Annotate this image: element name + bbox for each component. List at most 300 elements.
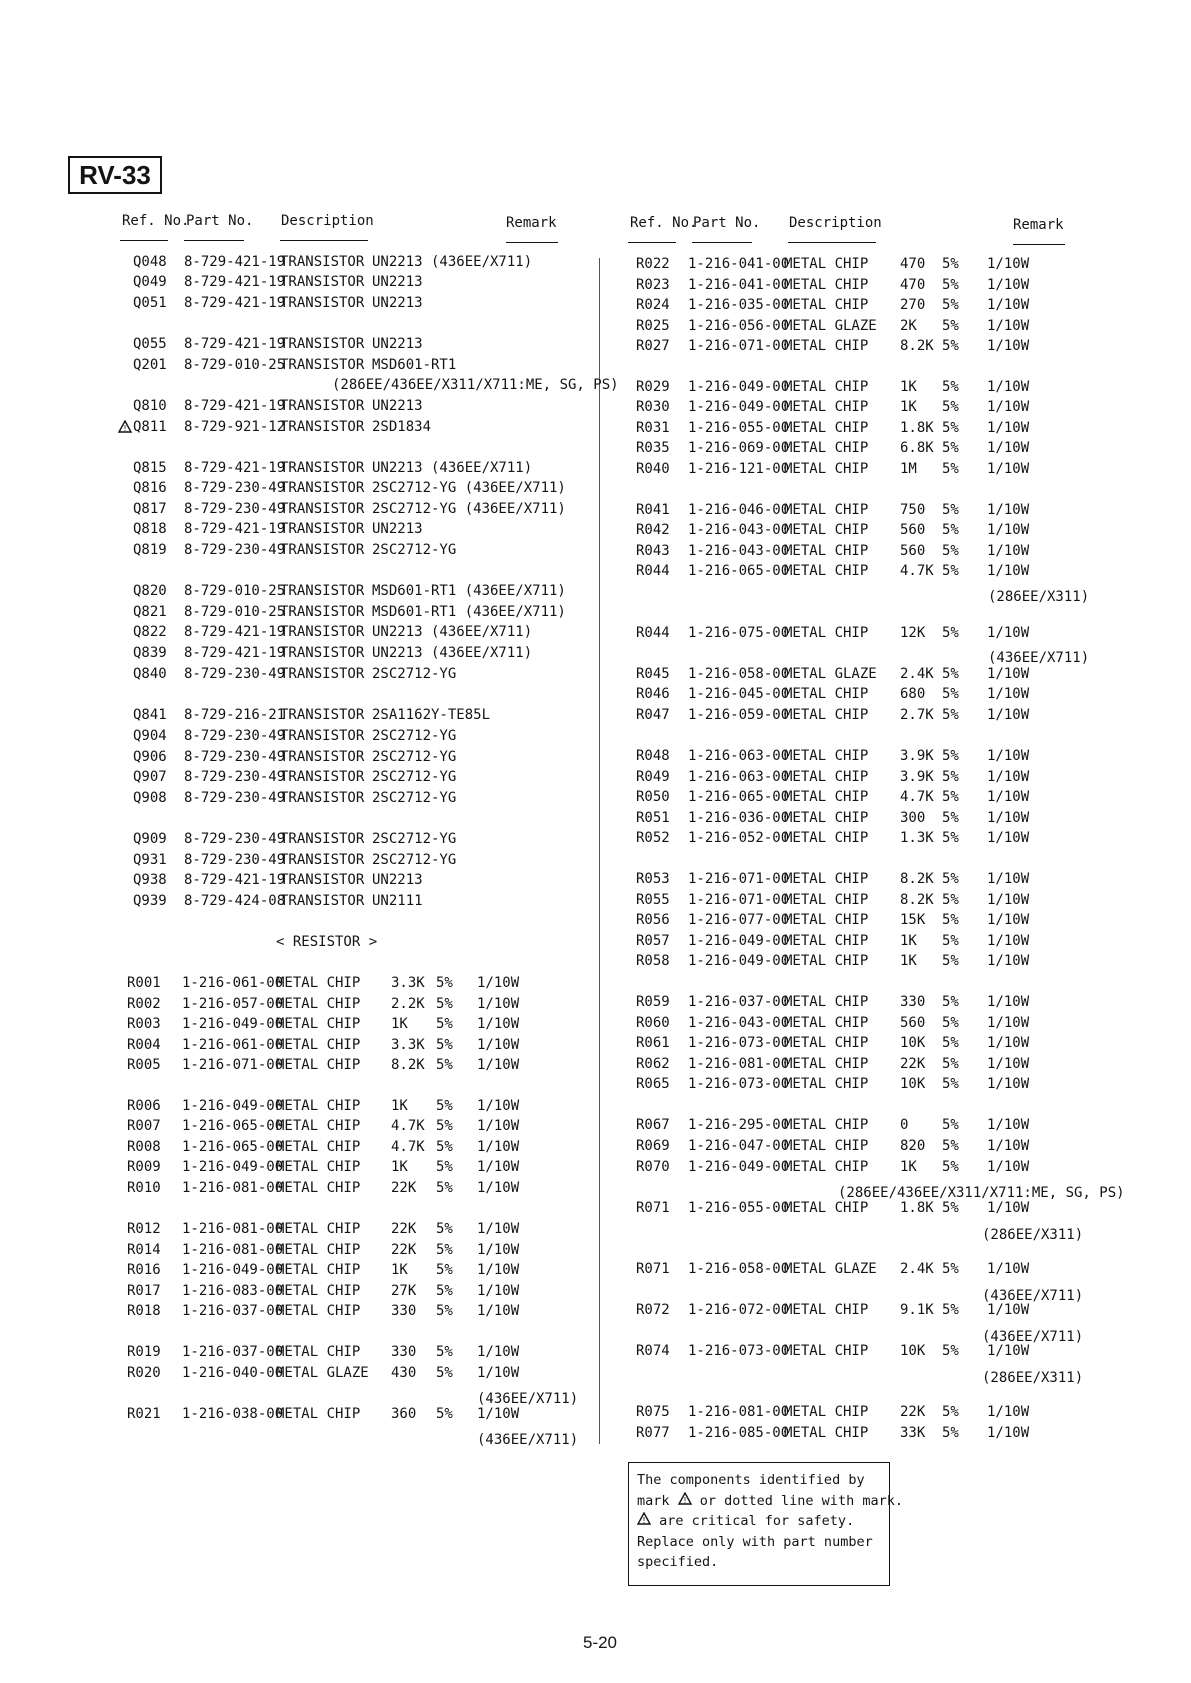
ref-no-cell: R060 bbox=[636, 1015, 670, 1031]
header-underline bbox=[628, 242, 676, 243]
tolerance-cell: 5% bbox=[942, 933, 959, 949]
description-cell: METAL CHIP bbox=[784, 625, 869, 641]
description-cell: METAL CHIP bbox=[276, 1139, 361, 1155]
table-row bbox=[0, 541, 1191, 561]
ref-no-cell: R071 bbox=[636, 1200, 670, 1216]
row-remark-note: (436EE/X711) bbox=[982, 1288, 1084, 1304]
tolerance-cell: 5% bbox=[942, 543, 959, 559]
part-no-cell: 1-216-295-00 bbox=[688, 1117, 790, 1133]
wattage-cell: 1/10W bbox=[477, 1057, 520, 1073]
part-no-cell: 8-729-421-19 bbox=[184, 624, 286, 640]
ref-no-cell: R072 bbox=[636, 1302, 670, 1318]
value-cell: 2K bbox=[900, 318, 917, 334]
tolerance-cell: 5% bbox=[942, 1076, 959, 1092]
svg-text:!: ! bbox=[642, 1516, 646, 1525]
table-row bbox=[0, 726, 1191, 746]
value-cell: 560 bbox=[900, 543, 926, 559]
ref-no-cell: R059 bbox=[636, 994, 670, 1010]
tolerance-cell: 5% bbox=[942, 1138, 959, 1154]
ref-no-cell: Q839 bbox=[133, 645, 167, 661]
table-row bbox=[0, 808, 1191, 828]
table-row bbox=[0, 1423, 1191, 1443]
row-remark-note: (286EE/X311) bbox=[988, 589, 1090, 605]
ref-no-cell: Q938 bbox=[133, 872, 167, 888]
value-cell: 300 bbox=[900, 810, 926, 826]
ref-no-cell: R014 bbox=[127, 1242, 161, 1258]
ref-no-cell: Q811 bbox=[133, 419, 167, 435]
ref-no-cell: R021 bbox=[127, 1406, 161, 1422]
part-no-cell: 1-216-075-00 bbox=[688, 625, 790, 641]
wattage-cell: 1/10W bbox=[987, 256, 1030, 272]
part-no-cell: 8-729-230-49 bbox=[184, 666, 286, 682]
description-cell: METAL CHIP bbox=[784, 563, 869, 579]
table-row bbox=[0, 684, 1191, 704]
ref-no-cell: R058 bbox=[636, 953, 670, 969]
ref-no-cell: R065 bbox=[636, 1076, 670, 1092]
part-no-cell: 1-216-058-00 bbox=[688, 1261, 790, 1277]
ref-no-cell: R003 bbox=[127, 1016, 161, 1032]
part-no-cell: 1-216-040-00 bbox=[182, 1365, 284, 1381]
table-row bbox=[0, 623, 1191, 643]
warning-triangle-icon bbox=[637, 1512, 651, 1525]
description-cell: METAL CHIP bbox=[784, 1159, 869, 1175]
description-cell: METAL GLAZE bbox=[784, 666, 877, 682]
tolerance-cell: 5% bbox=[436, 1037, 453, 1053]
safety-note-line: Replace only with part number bbox=[637, 1533, 873, 1550]
ref-no-cell: Q816 bbox=[133, 480, 167, 496]
tolerance-cell: 5% bbox=[942, 1035, 959, 1051]
description-cell: METAL CHIP bbox=[784, 522, 869, 538]
tolerance-cell: 5% bbox=[942, 912, 959, 928]
part-no-cell: 1-216-055-00 bbox=[688, 1200, 790, 1216]
part-no-cell: 1-216-073-00 bbox=[688, 1035, 790, 1051]
description-cell: METAL CHIP bbox=[784, 1404, 869, 1420]
value-cell: 2.2K bbox=[391, 996, 425, 1012]
ref-no-cell: R075 bbox=[636, 1404, 670, 1420]
remark-cell: UN2213 bbox=[372, 336, 423, 352]
safety-note-line bbox=[637, 1511, 881, 1532]
tolerance-cell: 5% bbox=[436, 1098, 453, 1114]
tolerance-cell: 5% bbox=[942, 461, 959, 477]
part-no-cell: 8-729-421-19 bbox=[184, 398, 286, 414]
part-no-cell: 1-216-081-00 bbox=[182, 1221, 284, 1237]
wattage-cell: 1/10W bbox=[987, 277, 1030, 293]
ref-no-cell: R022 bbox=[636, 256, 670, 272]
ref-no-cell: R044 bbox=[636, 625, 670, 641]
remark-cell: 2SC2712-YG (436EE/X711) bbox=[372, 501, 566, 517]
tolerance-cell: 5% bbox=[942, 625, 959, 641]
description-cell: METAL CHIP bbox=[276, 1221, 361, 1237]
description-cell: TRANSISTOR bbox=[280, 749, 365, 765]
header-underline bbox=[692, 242, 752, 243]
table-row bbox=[0, 1259, 1191, 1279]
wattage-cell: 1/10W bbox=[987, 625, 1030, 641]
part-no-cell: 1-216-063-00 bbox=[688, 769, 790, 785]
description-cell: METAL CHIP bbox=[784, 297, 869, 313]
remark-cell: UN2213 (436EE/X711) bbox=[372, 645, 533, 661]
part-no-cell: 1-216-083-00 bbox=[182, 1283, 284, 1299]
wattage-cell: 1/10W bbox=[987, 420, 1030, 436]
description-cell: METAL CHIP bbox=[784, 543, 869, 559]
description-cell: METAL CHIP bbox=[784, 1425, 869, 1441]
tolerance-cell: 5% bbox=[436, 1139, 453, 1155]
table-row bbox=[0, 1054, 1191, 1074]
part-no-cell: 1-216-043-00 bbox=[688, 522, 790, 538]
wattage-cell: 1/10W bbox=[477, 1037, 520, 1053]
table-row bbox=[0, 438, 1191, 458]
wattage-cell: 1/10W bbox=[987, 994, 1030, 1010]
description-cell: TRANSISTOR bbox=[280, 666, 365, 682]
ref-no-cell: R017 bbox=[127, 1283, 161, 1299]
table-row bbox=[0, 787, 1191, 807]
description-cell: METAL CHIP bbox=[276, 975, 361, 991]
ref-no-cell: R062 bbox=[636, 1056, 670, 1072]
wattage-cell: 1/10W bbox=[987, 1200, 1030, 1216]
description-cell: METAL CHIP bbox=[784, 399, 869, 415]
description-cell: TRANSISTOR bbox=[280, 707, 365, 723]
remark-cell: 2SC2712-YG bbox=[372, 790, 457, 806]
safety-note-text: are critical for safety. bbox=[651, 1513, 855, 1529]
ref-no-cell: R044 bbox=[636, 563, 670, 579]
ref-no-cell: Q820 bbox=[133, 583, 167, 599]
description-cell: TRANSISTOR bbox=[280, 254, 365, 270]
ref-no-cell: R030 bbox=[636, 399, 670, 415]
table-row bbox=[0, 1136, 1191, 1156]
tolerance-cell: 5% bbox=[942, 297, 959, 313]
header-remark-left: Remark bbox=[506, 215, 557, 231]
safety-note-line: specified. bbox=[637, 1554, 719, 1570]
description-cell: TRANSISTOR bbox=[280, 480, 365, 496]
remark-cell: UN2213 (436EE/X711) bbox=[372, 624, 533, 640]
ref-no-cell: Q904 bbox=[133, 728, 167, 744]
part-no-cell: 1-216-065-00 bbox=[688, 563, 790, 579]
header-ref-no-right: Ref. No. bbox=[630, 215, 698, 231]
ref-no-cell: R012 bbox=[127, 1221, 161, 1237]
ref-no-cell: R007 bbox=[127, 1118, 161, 1134]
tolerance-cell: 5% bbox=[942, 420, 959, 436]
wattage-cell: 1/10W bbox=[477, 1406, 520, 1422]
part-no-cell: 8-729-421-19 bbox=[184, 274, 286, 290]
wattage-cell: 1/10W bbox=[477, 1159, 520, 1175]
part-no-cell: 1-216-049-00 bbox=[688, 1159, 790, 1175]
value-cell: 8.2K bbox=[900, 871, 934, 887]
part-no-cell: 1-216-069-00 bbox=[688, 440, 790, 456]
value-cell: 22K bbox=[391, 1221, 417, 1237]
resistor-section-title: < RESISTOR > bbox=[276, 934, 378, 950]
part-no-cell: 1-216-073-00 bbox=[688, 1343, 790, 1359]
header-underline bbox=[184, 240, 244, 241]
part-no-cell: 1-216-037-00 bbox=[688, 994, 790, 1010]
ref-no-cell: Q939 bbox=[133, 893, 167, 909]
tolerance-cell: 5% bbox=[942, 666, 959, 682]
description-cell: METAL CHIP bbox=[784, 912, 869, 928]
part-no-cell: 8-729-230-49 bbox=[184, 749, 286, 765]
value-cell: 22K bbox=[391, 1242, 417, 1258]
tolerance-cell: 5% bbox=[942, 1261, 959, 1277]
ref-no-cell: Q906 bbox=[133, 749, 167, 765]
table-row bbox=[0, 951, 1191, 971]
remark-cell: UN2213 (436EE/X711) bbox=[372, 254, 533, 270]
value-cell: 270 bbox=[900, 297, 926, 313]
value-cell: 1.8K bbox=[900, 420, 934, 436]
wattage-cell: 1/10W bbox=[987, 1425, 1030, 1441]
table-row bbox=[0, 1402, 1191, 1422]
ref-no-cell: R027 bbox=[636, 338, 670, 354]
tolerance-cell: 5% bbox=[942, 1302, 959, 1318]
description-cell: METAL CHIP bbox=[784, 748, 869, 764]
description-cell: METAL CHIP bbox=[276, 1098, 361, 1114]
tolerance-cell: 5% bbox=[942, 686, 959, 702]
wattage-cell: 1/10W bbox=[477, 1118, 520, 1134]
ref-no-cell: R010 bbox=[127, 1180, 161, 1196]
wattage-cell: 1/10W bbox=[987, 399, 1030, 415]
part-no-cell: 8-729-230-49 bbox=[184, 790, 286, 806]
part-no-cell: 1-216-049-00 bbox=[688, 399, 790, 415]
description-cell: METAL CHIP bbox=[784, 994, 869, 1010]
value-cell: 1K bbox=[391, 1159, 408, 1175]
wattage-cell: 1/10W bbox=[987, 1035, 1030, 1051]
part-no-cell: 8-729-010-25 bbox=[184, 357, 286, 373]
value-cell: 820 bbox=[900, 1138, 926, 1154]
tolerance-cell: 5% bbox=[942, 748, 959, 764]
part-no-cell: 1-216-035-00 bbox=[688, 297, 790, 313]
description-cell: TRANSISTOR bbox=[280, 852, 365, 868]
ref-no-cell: R050 bbox=[636, 789, 670, 805]
tolerance-cell: 5% bbox=[942, 1425, 959, 1441]
description-cell: METAL CHIP bbox=[276, 996, 361, 1012]
description-cell: METAL CHIP bbox=[784, 256, 869, 272]
value-cell: 560 bbox=[900, 522, 926, 538]
description-cell: TRANSISTOR bbox=[280, 398, 365, 414]
tolerance-cell: 5% bbox=[942, 440, 959, 456]
wattage-cell: 1/10W bbox=[987, 379, 1030, 395]
part-no-cell: 1-216-049-00 bbox=[182, 1262, 284, 1278]
ref-no-cell: R061 bbox=[636, 1035, 670, 1051]
part-no-cell: 8-729-421-19 bbox=[184, 872, 286, 888]
value-cell: 470 bbox=[900, 256, 926, 272]
wattage-cell: 1/10W bbox=[477, 996, 520, 1012]
wattage-cell: 1/10W bbox=[987, 1261, 1030, 1277]
table-row bbox=[0, 1115, 1191, 1135]
wattage-cell: 1/10W bbox=[987, 1056, 1030, 1072]
wattage-cell: 1/10W bbox=[477, 1303, 520, 1319]
wattage-cell: 1/10W bbox=[987, 1159, 1030, 1175]
ref-no-cell: Q810 bbox=[133, 398, 167, 414]
ref-no-cell: R052 bbox=[636, 830, 670, 846]
part-no-cell: 1-216-065-00 bbox=[182, 1139, 284, 1155]
header-part-no-right: Part No. bbox=[693, 215, 761, 231]
description-cell: TRANSISTOR bbox=[280, 645, 365, 661]
part-no-cell: 8-729-230-49 bbox=[184, 831, 286, 847]
part-no-cell: 1-216-049-00 bbox=[688, 379, 790, 395]
description-cell: METAL CHIP bbox=[784, 502, 869, 518]
tolerance-cell: 5% bbox=[942, 338, 959, 354]
tolerance-cell: 5% bbox=[942, 769, 959, 785]
row-remark-note: (286EE/436EE/X311/X711:ME, SG, PS) bbox=[838, 1185, 1125, 1201]
ref-no-cell: Q201 bbox=[133, 357, 167, 373]
table-row bbox=[0, 418, 1191, 438]
part-no-cell: 1-216-057-00 bbox=[182, 996, 284, 1012]
wattage-cell: 1/10W bbox=[987, 338, 1030, 354]
value-cell: 750 bbox=[900, 502, 926, 518]
wattage-cell: 1/10W bbox=[987, 933, 1030, 949]
tolerance-cell: 5% bbox=[942, 318, 959, 334]
table-row bbox=[0, 910, 1191, 930]
tolerance-cell: 5% bbox=[436, 1016, 453, 1032]
tolerance-cell: 5% bbox=[942, 1343, 959, 1359]
tolerance-cell: 5% bbox=[942, 399, 959, 415]
part-no-cell: 1-216-071-00 bbox=[688, 871, 790, 887]
description-cell: METAL CHIP bbox=[784, 892, 869, 908]
tolerance-cell: 5% bbox=[942, 994, 959, 1010]
wattage-cell: 1/10W bbox=[987, 789, 1030, 805]
description-cell: TRANSISTOR bbox=[280, 542, 365, 558]
wattage-cell: 1/10W bbox=[987, 1302, 1030, 1318]
header-part-no-left: Part No. bbox=[186, 213, 254, 229]
ref-no-cell: R041 bbox=[636, 502, 670, 518]
ref-no-cell: Q049 bbox=[133, 274, 167, 290]
part-no-cell: 1-216-081-00 bbox=[182, 1242, 284, 1258]
value-cell: 4.7K bbox=[900, 789, 934, 805]
safety-note-box bbox=[628, 1462, 903, 1586]
wattage-cell: 1/10W bbox=[477, 1180, 520, 1196]
tolerance-cell: 5% bbox=[942, 1200, 959, 1216]
value-cell: 560 bbox=[900, 1015, 926, 1031]
part-no-cell: 1-216-049-00 bbox=[688, 953, 790, 969]
description-cell: METAL CHIP bbox=[276, 1283, 361, 1299]
ref-no-cell: R002 bbox=[127, 996, 161, 1012]
ref-no-cell: R053 bbox=[636, 871, 670, 887]
ref-no-cell: R009 bbox=[127, 1159, 161, 1175]
wattage-cell: 1/10W bbox=[987, 892, 1030, 908]
description-cell: TRANSISTOR bbox=[280, 501, 365, 517]
table-row bbox=[0, 850, 1191, 870]
value-cell: 9.1K bbox=[900, 1302, 934, 1318]
value-cell: 2.4K bbox=[900, 666, 934, 682]
wattage-cell: 1/10W bbox=[987, 748, 1030, 764]
tolerance-cell: 5% bbox=[436, 1283, 453, 1299]
part-no-cell: 8-729-421-19 bbox=[184, 336, 286, 352]
ref-no-cell: R074 bbox=[636, 1343, 670, 1359]
part-no-cell: 1-216-046-00 bbox=[688, 502, 790, 518]
ref-no-cell: Q840 bbox=[133, 666, 167, 682]
description-cell: METAL CHIP bbox=[276, 1057, 361, 1073]
wattage-cell: 1/10W bbox=[477, 1242, 520, 1258]
wattage-cell: 1/10W bbox=[987, 318, 1030, 334]
value-cell: 4.7K bbox=[391, 1139, 425, 1155]
ref-no-cell: Q908 bbox=[133, 790, 167, 806]
part-no-cell: 1-216-061-00 bbox=[182, 975, 284, 991]
part-no-cell: 1-216-071-00 bbox=[688, 338, 790, 354]
value-cell: 1M bbox=[900, 461, 917, 477]
description-cell: TRANSISTOR bbox=[280, 728, 365, 744]
part-no-cell: 1-216-049-00 bbox=[182, 1159, 284, 1175]
part-no-cell: 1-216-049-00 bbox=[182, 1016, 284, 1032]
ref-no-cell: R070 bbox=[636, 1159, 670, 1175]
value-cell: 1K bbox=[900, 399, 917, 415]
value-cell: 1K bbox=[900, 933, 917, 949]
remark-cell: 2SC2712-YG bbox=[372, 831, 457, 847]
description-cell: METAL CHIP bbox=[784, 440, 869, 456]
tolerance-cell: 5% bbox=[942, 1015, 959, 1031]
description-cell: METAL CHIP bbox=[784, 379, 869, 395]
ref-no-cell: R016 bbox=[127, 1262, 161, 1278]
tolerance-cell: 5% bbox=[942, 1056, 959, 1072]
table-row bbox=[0, 478, 1191, 498]
table-row bbox=[0, 336, 1191, 356]
part-no-cell: 8-729-421-19 bbox=[184, 645, 286, 661]
description-cell: METAL CHIP bbox=[276, 1303, 361, 1319]
remark-cell: MSD601-RT1 (436EE/X711) bbox=[372, 604, 566, 620]
value-cell: 3.9K bbox=[900, 769, 934, 785]
description-cell: METAL CHIP bbox=[784, 1015, 869, 1031]
part-no-cell: 1-216-045-00 bbox=[688, 686, 790, 702]
wattage-cell: 1/10W bbox=[987, 810, 1030, 826]
description-cell: METAL CHIP bbox=[276, 1159, 361, 1175]
warning-triangle-icon bbox=[678, 1492, 692, 1505]
ref-no-cell: Q841 bbox=[133, 707, 167, 723]
description-cell: METAL CHIP bbox=[784, 1138, 869, 1154]
table-row bbox=[0, 520, 1191, 540]
tolerance-cell: 5% bbox=[942, 379, 959, 395]
table-row bbox=[0, 1033, 1191, 1053]
ref-no-cell: Q909 bbox=[133, 831, 167, 847]
wattage-cell: 1/10W bbox=[987, 563, 1030, 579]
description-cell: TRANSISTOR bbox=[280, 274, 365, 290]
ref-no-cell: R047 bbox=[636, 707, 670, 723]
tolerance-cell: 5% bbox=[942, 256, 959, 272]
description-cell: METAL CHIP bbox=[276, 1180, 361, 1196]
wattage-cell: 1/10W bbox=[987, 1343, 1030, 1359]
ref-no-cell: R045 bbox=[636, 666, 670, 682]
tolerance-cell: 5% bbox=[942, 563, 959, 579]
value-cell: 10K bbox=[900, 1343, 926, 1359]
wattage-cell: 1/10W bbox=[477, 1262, 520, 1278]
header-underline bbox=[1013, 244, 1065, 245]
row-remark-note: (436EE/X711) bbox=[982, 1329, 1084, 1345]
description-cell: METAL CHIP bbox=[276, 1262, 361, 1278]
tolerance-cell: 5% bbox=[942, 1159, 959, 1175]
description-cell: METAL CHIP bbox=[784, 933, 869, 949]
value-cell: 10K bbox=[900, 1035, 926, 1051]
part-no-cell: 1-216-041-00 bbox=[688, 277, 790, 293]
description-cell: METAL CHIP bbox=[784, 420, 869, 436]
part-no-cell: 1-216-052-00 bbox=[688, 830, 790, 846]
tolerance-cell: 5% bbox=[436, 1262, 453, 1278]
description-cell: TRANSISTOR bbox=[280, 357, 365, 373]
description-cell: TRANSISTOR bbox=[280, 419, 365, 435]
tolerance-cell: 5% bbox=[942, 1404, 959, 1420]
wattage-cell: 1/10W bbox=[987, 912, 1030, 928]
table-row bbox=[0, 254, 1191, 274]
description-cell: TRANSISTOR bbox=[280, 769, 365, 785]
wattage-cell: 1/10W bbox=[987, 686, 1030, 702]
table-row bbox=[0, 1074, 1191, 1094]
table-row bbox=[0, 890, 1191, 910]
description-cell: METAL CHIP bbox=[784, 461, 869, 477]
part-no-cell: 1-216-037-00 bbox=[182, 1344, 284, 1360]
row-remark-note: (286EE/X311) bbox=[982, 1370, 1084, 1386]
wattage-cell: 1/10W bbox=[987, 440, 1030, 456]
part-no-cell: 1-216-058-00 bbox=[688, 666, 790, 682]
row-remark-note: (286EE/436EE/X311/X711:ME, SG, PS) bbox=[332, 377, 619, 393]
ref-no-cell: R018 bbox=[127, 1303, 161, 1319]
description-cell: METAL CHIP bbox=[784, 1035, 869, 1051]
part-no-cell: 1-216-037-00 bbox=[182, 1303, 284, 1319]
value-cell: 15K bbox=[900, 912, 926, 928]
part-no-cell: 8-729-421-19 bbox=[184, 254, 286, 270]
ref-no-cell: R051 bbox=[636, 810, 670, 826]
